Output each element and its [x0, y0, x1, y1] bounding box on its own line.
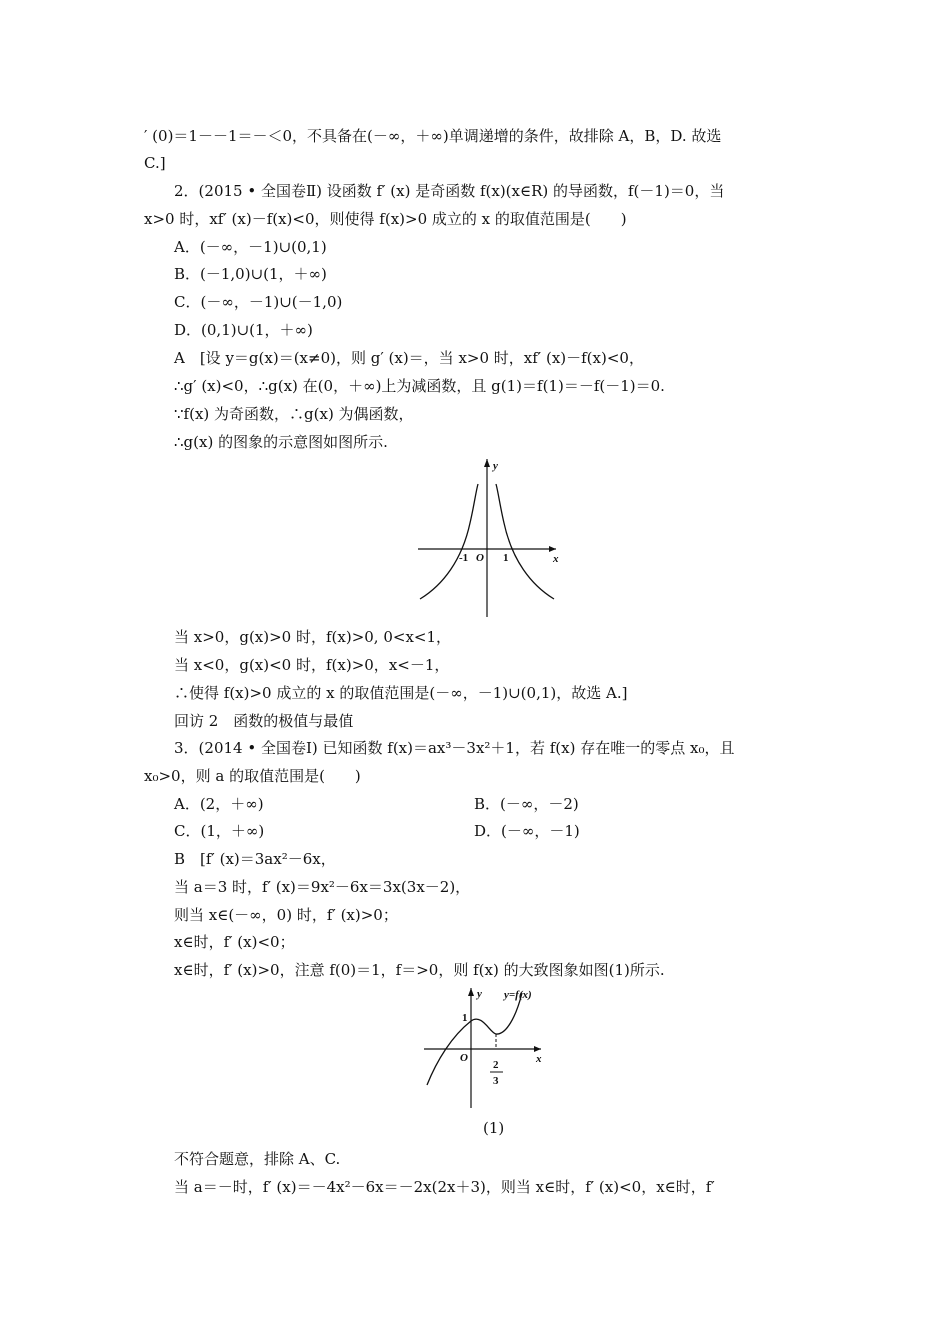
solution-line: B [f′ (x)＝3ax²－6x，: [174, 850, 336, 868]
solution-line: A [设 y＝g(x)＝(x≠0)，则 g′ (x)＝，当 x>0 时，xf′ (x)－f(x)<0，: [174, 349, 644, 367]
solution-line: ∴g′ (x)<0，∴g(x) 在(0，＋∞)上为减函数，且 g(1)＝f(1)＝－f(－1)＝0.: [174, 377, 665, 395]
curve-label: y=f(x): [504, 989, 532, 1001]
tick-label-1: 1: [503, 552, 509, 564]
solution-line: ∵f(x) 为奇函数，∴g(x) 为偶函数，: [174, 405, 414, 423]
option-c: C．(1，＋∞): [174, 822, 265, 840]
figure-caption: (1): [483, 1119, 505, 1137]
option-d: D．(－∞，－1): [474, 822, 580, 840]
x-axis-label: x: [536, 1053, 542, 1065]
tick-label-neg1: -1: [459, 552, 469, 564]
solution-line: x∈时，f′ (x)<0；: [174, 933, 295, 951]
section-heading: 回访 2 函数的极值与最值: [174, 712, 354, 730]
solution-line: 当 a＝3 时，f′ (x)＝9x²－6x＝3x(3x－2)，: [174, 878, 471, 896]
origin-label: O: [476, 552, 484, 564]
y-axis-label: y: [477, 988, 482, 1000]
question-3-stem-cont: x₀>0，则 a 的取值范围是( ): [144, 767, 361, 785]
solution-line: ∴g(x) 的图象的示意图如图所示.: [174, 433, 388, 451]
text-line: ′ (0)＝1－－1＝－＜0，不具备在(－∞，＋∞)单调递增的条件，故排除 A，B，D. 故选: [144, 127, 722, 145]
fraction-denominator: 3: [493, 1075, 499, 1087]
solution-line: 不符合题意，排除 A、C.: [174, 1150, 341, 1168]
question-3-stem: 3．(2014 • 全国卷Ⅰ) 已知函数 f(x)＝ax³－3x²＋1，若 f(x) 存在唯一的零点 x₀，且: [174, 739, 735, 757]
option-d: D．(0,1)∪(1，＋∞): [174, 321, 313, 339]
tick-label-1: 1: [462, 1012, 468, 1024]
option-a: A．(2，＋∞): [174, 795, 264, 813]
solution-line: 则当 x∈(－∞，0) 时，f′ (x)>0；: [174, 906, 398, 924]
x-axis-label: x: [553, 553, 559, 565]
question-2-stem-cont: x>0 时，xf′ (x)－f(x)<0，则使得 f(x)>0 成立的 x 的取值范围是( ): [144, 210, 627, 228]
question-2-stem: 2．(2015 • 全国卷Ⅱ) 设函数 f′ (x) 是奇函数 f(x)(x∈R) 的导函数，f(－1)＝0，当: [174, 182, 725, 200]
solution-line: x∈时，f′ (x)>0，注意 f(0)＝1，f＝>0，则 f(x) 的大致图象如图(1)所示.: [174, 961, 665, 979]
solution-line: 当 a＝－时，f′ (x)＝－4x²－6x＝－2x(2x＋3)，则当 x∈时，f′ (x)<0，x∈时，f′: [174, 1178, 715, 1196]
option-a: A．(－∞，－1)∪(0,1): [174, 238, 327, 256]
text-line: C.]: [144, 154, 166, 172]
y-axis-label: y: [493, 460, 498, 472]
option-c: C．(－∞，－1)∪(－1,0): [174, 293, 343, 311]
solution-line: ∴使得 f(x)>0 成立的 x 的取值范围是(－∞，－1)∪(0,1)，故选 A.]: [174, 684, 628, 702]
solution-line: 当 x>0，g(x)>0 时，f(x)>0, 0<x<1，: [174, 628, 452, 646]
origin-label: O: [460, 1052, 468, 1064]
solution-line: 当 x<0，g(x)<0 时，f(x)>0，x<－1，: [174, 656, 450, 674]
option-b: B．(－1,0)∪(1，＋∞): [174, 265, 327, 283]
fraction-numerator: 2: [493, 1059, 499, 1071]
option-b: B．(－∞，－2): [474, 795, 579, 813]
